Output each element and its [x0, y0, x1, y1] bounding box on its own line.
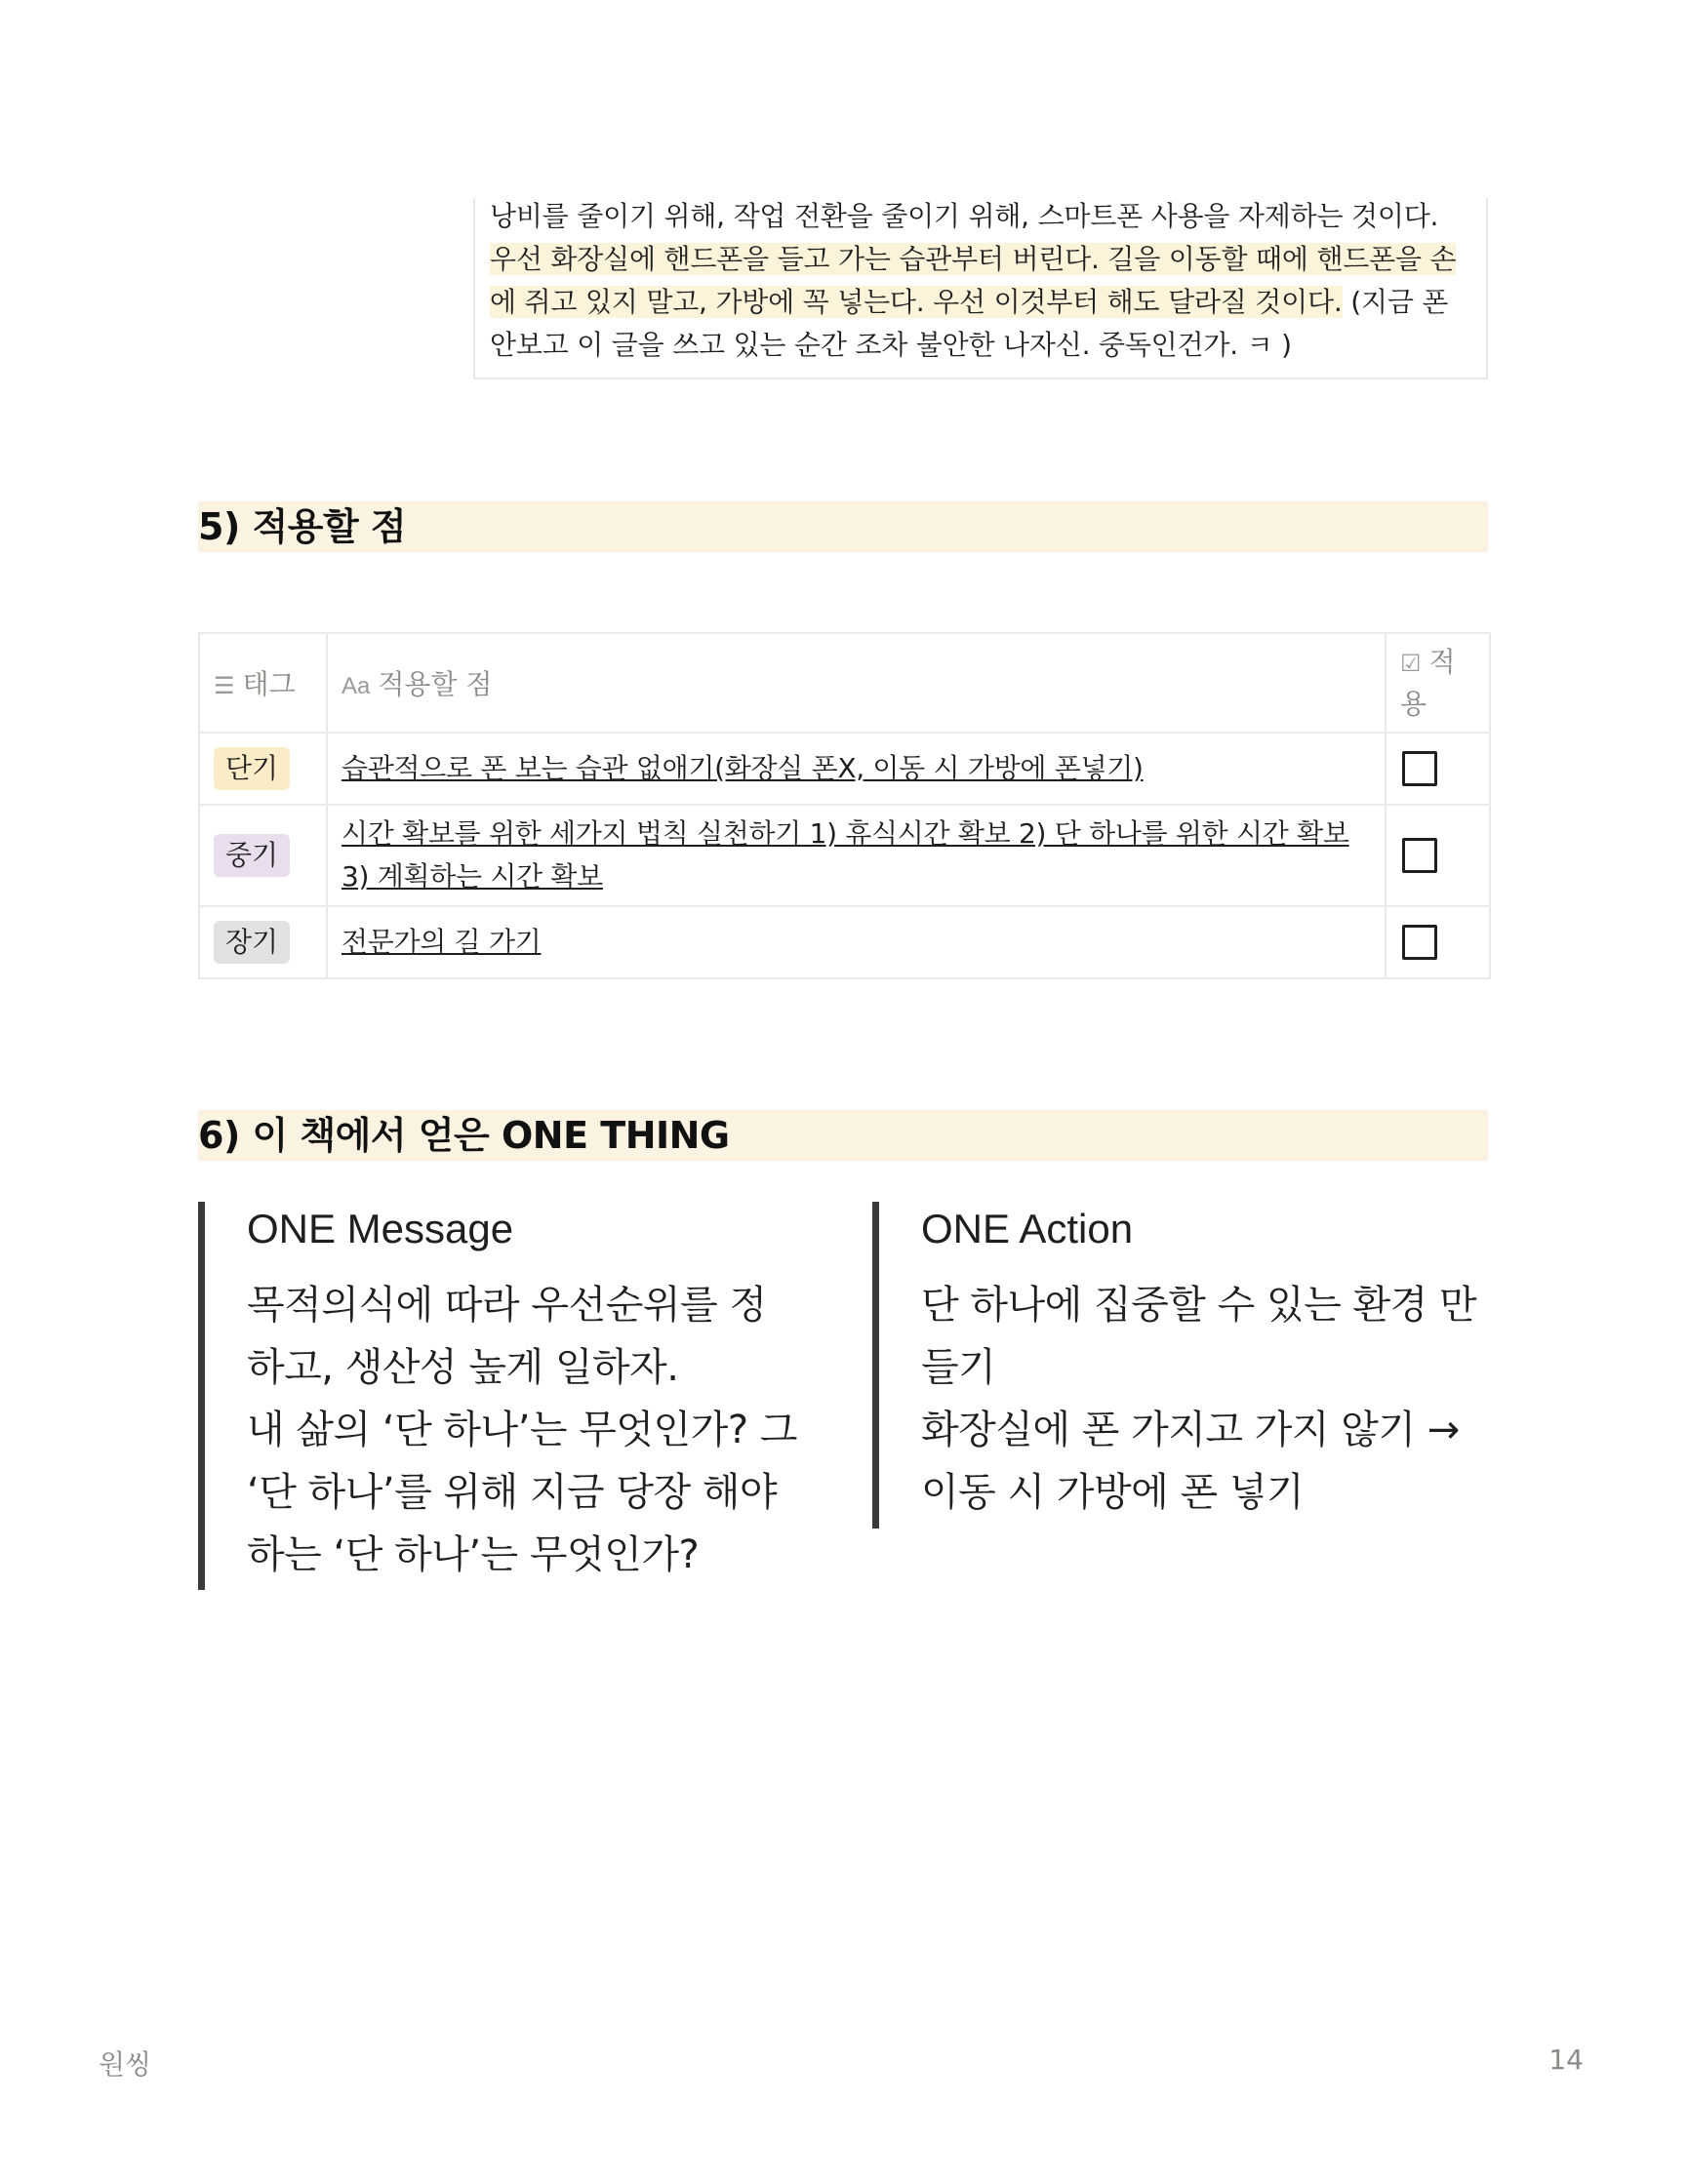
table-header-row: [199, 633, 1490, 733]
one-action-line: 화장실에 폰 가지고 가지 않기 →: [921, 1408, 1460, 1452]
quote-line: [490, 238, 1475, 281]
table-row[interactable]: [199, 805, 1490, 906]
quote-highlight: 우선 화장실에 핸드폰을 들고 가는 습관부터 버린다. 길을 이동할 때에 핸드폰을 손: [490, 243, 1457, 275]
footer-title: 원씽: [99, 2048, 152, 2081]
tag-column-header[interactable]: [199, 633, 327, 733]
one-message-block: [198, 1202, 823, 1590]
title-column-header[interactable]: [327, 633, 1386, 733]
text-property-icon: Aa: [342, 673, 371, 699]
one-action-line: 이동 시 가방에 폰 넣기: [921, 1470, 1305, 1515]
row-title[interactable]: 시간 확보를 위한 세가지 법칙 실천하기 1) 휴식시간 확보 2) 단 하나를 위한 시간 확보: [342, 817, 1349, 850]
apply-checkbox[interactable]: [1402, 925, 1437, 960]
quote-highlight: 에 쥐고 있지 말고, 가방에 꼭 넣는다. 우선 이것부터 해도 달라질 것이다.: [490, 286, 1343, 318]
list-icon: ☰: [214, 672, 235, 699]
apply-table: [198, 632, 1491, 979]
title-cell[interactable]: [327, 733, 1386, 805]
title-header-label: 적용할 점: [378, 668, 493, 700]
title-cell[interactable]: [327, 906, 1386, 978]
check-header-label-1: 적: [1428, 645, 1456, 678]
one-action-body: [921, 1274, 1497, 1524]
tag-cell[interactable]: [199, 906, 327, 978]
check-header-label-2: 용: [1400, 687, 1427, 720]
apply-checkbox[interactable]: [1402, 751, 1437, 786]
row-title[interactable]: 습관적으로 폰 보는 습관 없애기(화장실 폰X, 이동 시 가방에 폰넣기): [342, 752, 1144, 784]
one-message-line: 하고, 생산성 높게 일하자.: [247, 1345, 679, 1390]
one-action-title: ONE Action: [921, 1206, 1134, 1251]
quote-text: [490, 195, 1475, 367]
one-message-title: ONE Message: [247, 1206, 514, 1251]
one-action-line: 단 하나에 집중할 수 있는 환경 만: [921, 1283, 1477, 1328]
check-cell[interactable]: [1386, 733, 1490, 805]
one-action-line: 들기: [921, 1345, 996, 1390]
one-message-line: 하는 ‘단 하나’는 무엇인가?: [247, 1532, 700, 1577]
tag-badge: 중기: [214, 834, 290, 877]
row-title[interactable]: 전문가의 길 가기: [342, 926, 542, 958]
tag-cell[interactable]: [199, 733, 327, 805]
check-cell[interactable]: [1386, 805, 1490, 906]
one-message-line: 목적의식에 따라 우선순위를 정: [247, 1283, 767, 1328]
checkbox-icon: ☑: [1400, 649, 1422, 677]
quote-line: 안보고 이 글을 쓰고 있는 순간 조차 불안한 나자신. 중독인건가. ㅋ ): [490, 329, 1292, 361]
one-message-line: ‘단 하나’를 위해 지금 당장 해야: [247, 1470, 778, 1515]
section-heading-one-thing: 6) 이 책에서 얻은 ONE THING: [198, 1110, 1488, 1161]
page-number: 14: [1548, 2044, 1584, 2076]
table-row[interactable]: [199, 906, 1490, 978]
quote-line: 낭비를 줄이기 위해, 작업 전환을 줄이기 위해, 스마트폰 사용을 자제하는 것이다.: [490, 200, 1439, 232]
section-heading-apply: 5) 적용할 점: [198, 501, 1488, 552]
one-action-block: [872, 1202, 1497, 1529]
quote-line: [490, 281, 1475, 324]
check-column-header[interactable]: [1386, 633, 1490, 733]
tag-badge: 단기: [214, 747, 290, 790]
quote-line-tail: (지금 폰: [1342, 286, 1449, 318]
tag-cell[interactable]: [199, 805, 327, 906]
one-message-body: [247, 1274, 823, 1586]
tag-header-label: 태그: [242, 668, 296, 700]
tag-badge: 장기: [214, 921, 290, 964]
check-cell[interactable]: [1386, 906, 1490, 978]
table-row[interactable]: [199, 733, 1490, 805]
row-title-cont[interactable]: 3) 계획하는 시간 확보: [342, 860, 603, 893]
one-message-line: 내 삶의 ‘단 하나’는 무엇인가? 그: [247, 1408, 797, 1452]
title-cell[interactable]: [327, 805, 1386, 906]
apply-checkbox[interactable]: [1402, 838, 1437, 873]
